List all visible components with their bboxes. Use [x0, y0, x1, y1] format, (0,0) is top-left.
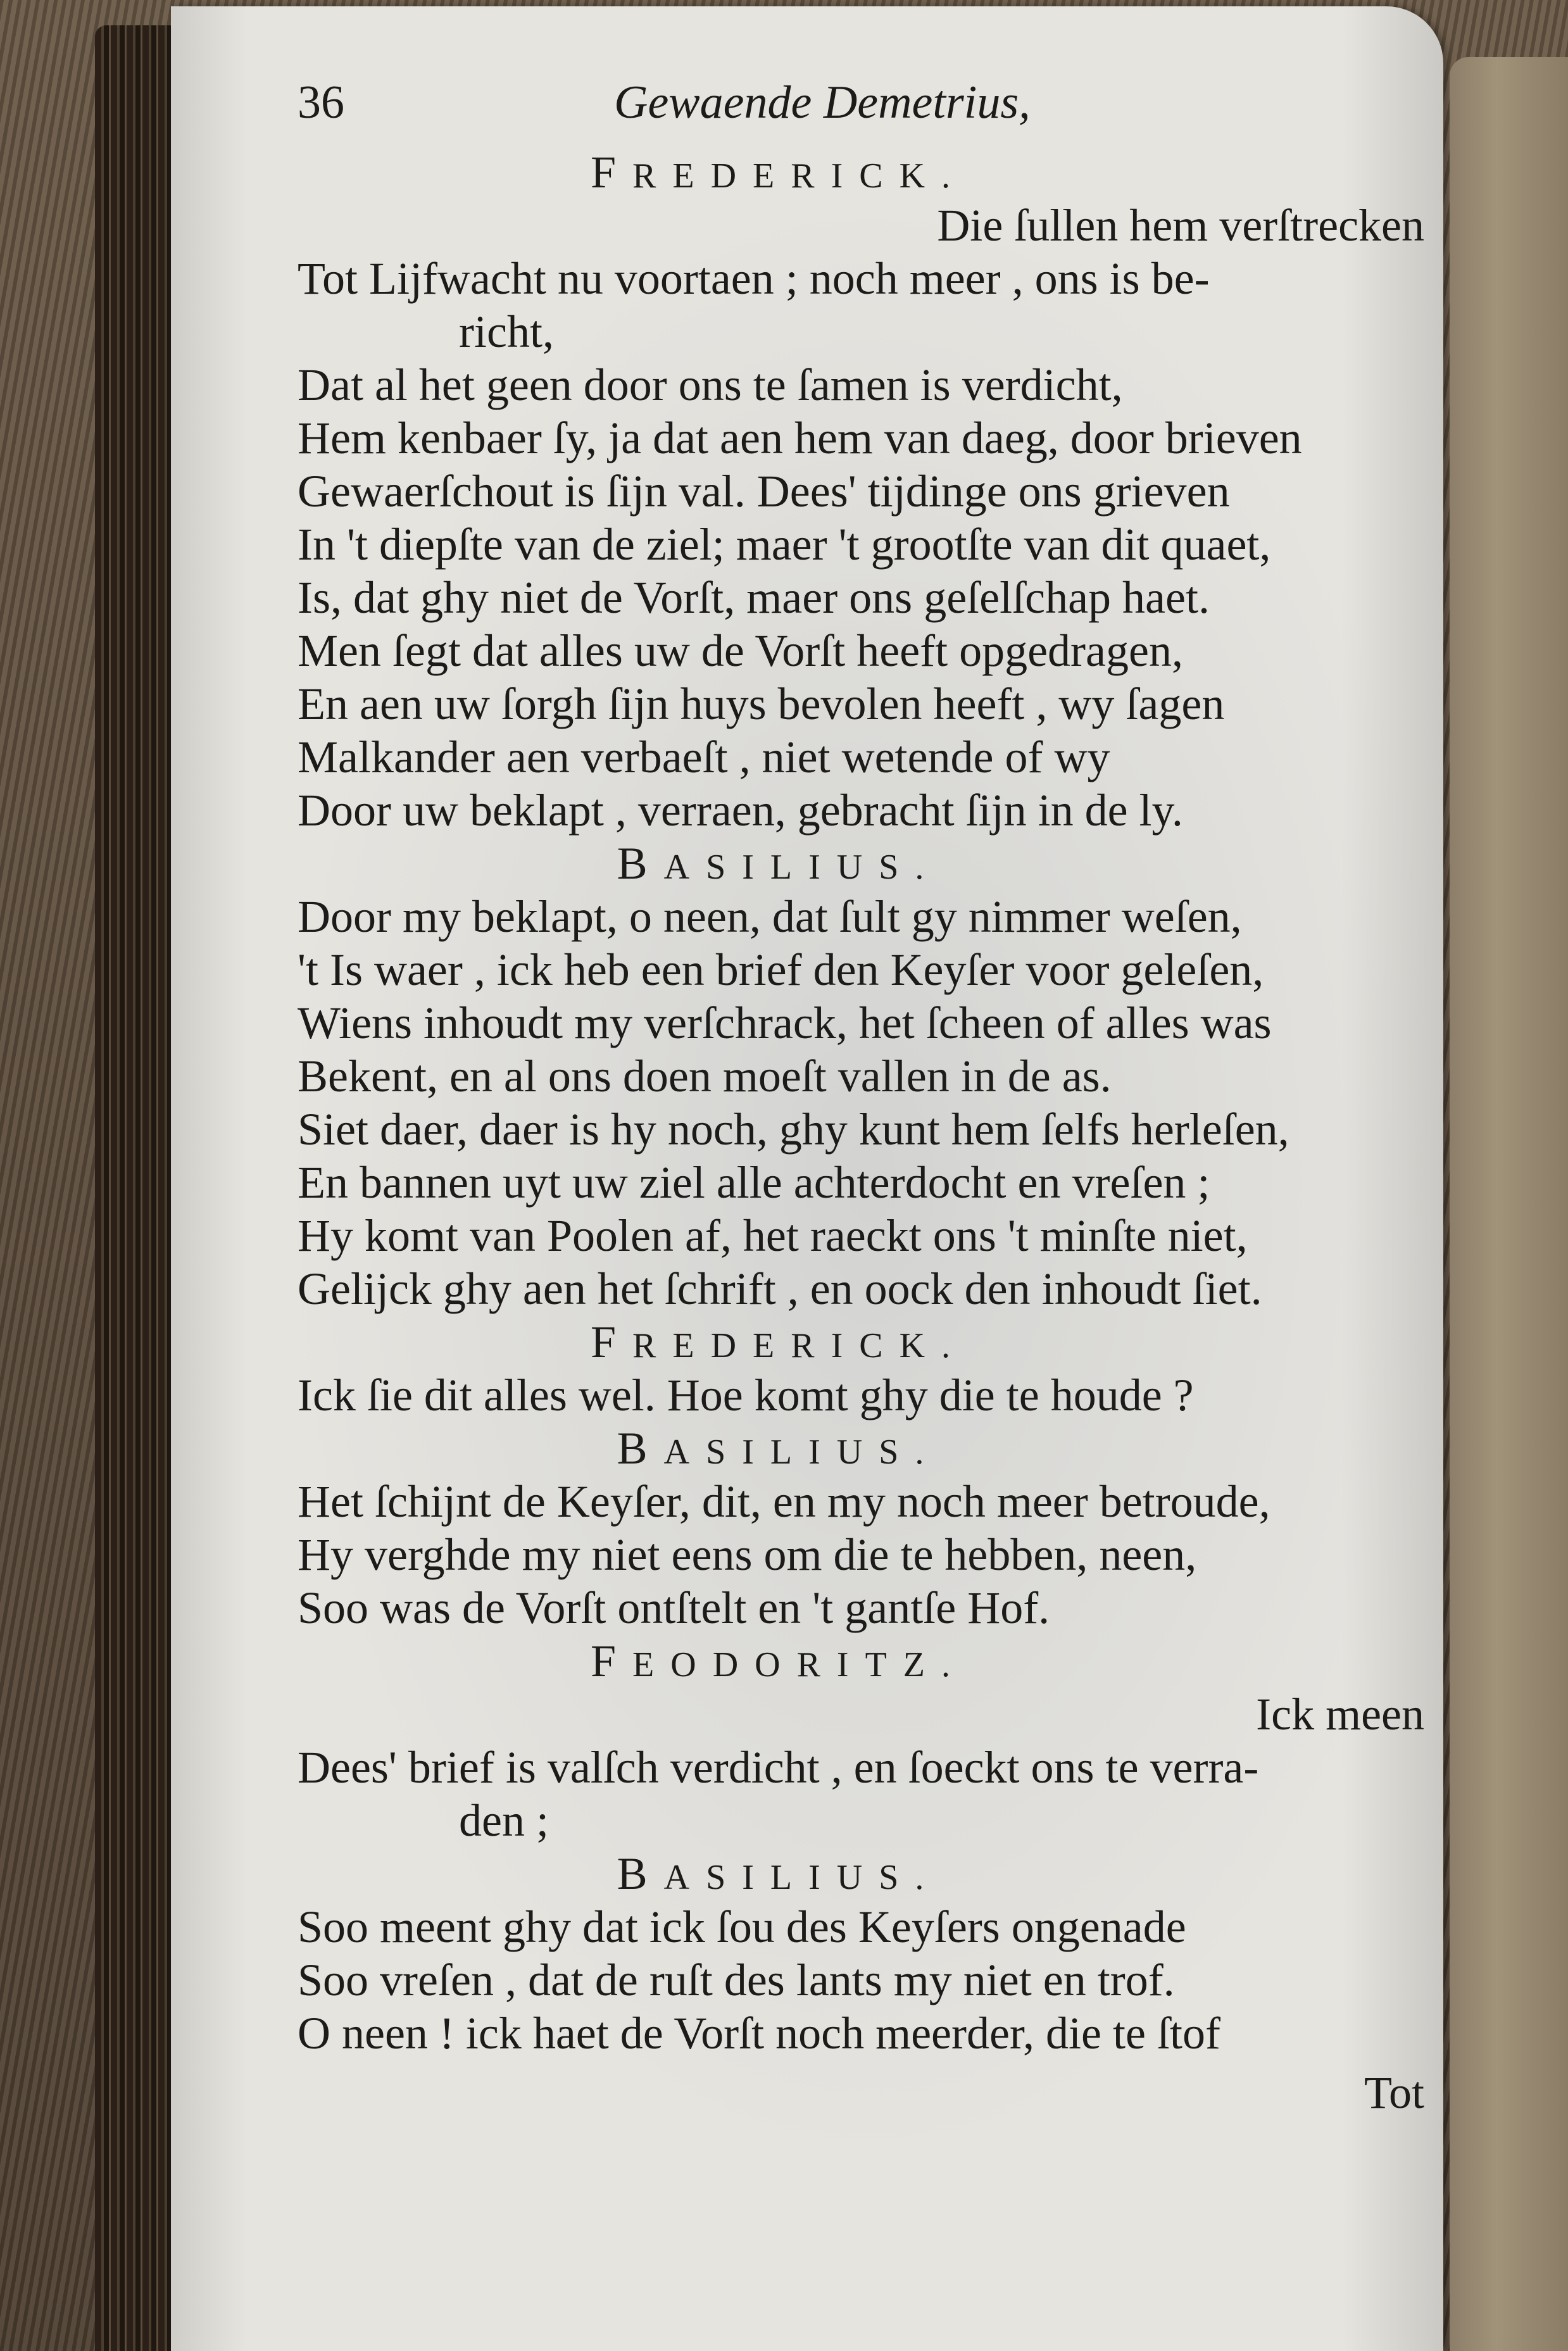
page-text	[298, 76, 1450, 2119]
verse-line: Bekent, en al ons doen moeſt vallen in de as.	[298, 1051, 1112, 1101]
speaker-name	[298, 1422, 1450, 1475]
verse-line: En bannen uyt uw ziel alle achterdocht en vreſen ;	[298, 1157, 1210, 1208]
verse-line: Malkander aen verbaeſt , niet wetende of wy	[298, 732, 1110, 782]
verse-line: Gewaerſchout is ſijn val. Dees' tijdinge ons grieven	[298, 466, 1230, 517]
running-head-title: Gewaende Demetrius,	[614, 77, 1031, 129]
verse-line: Soo was de Vorſt ontſtelt en 't gantſe Hof.	[298, 1583, 1050, 1633]
verse-line: Hy komt van Poolen af, het raeckt ons 't minſte niet,	[298, 1210, 1248, 1261]
speaker-initial: B	[617, 1848, 664, 1899]
verse-line: richt,	[459, 306, 554, 357]
verse-line: Siet daer, daer is hy noch, ghy kunt hem ſelfs herleſen,	[298, 1104, 1289, 1155]
speaker-name	[298, 1847, 1450, 1900]
running-head	[298, 76, 1450, 146]
verse-line: Gelijck ghy aen het ſchrift , en oock den inhoudt ſiet.	[298, 1263, 1262, 1314]
speaker-initial: B	[617, 838, 664, 889]
catchword: Tot	[1364, 2067, 1424, 2118]
verse-line: Dat al het geen door ons te ſamen is verdicht,	[298, 360, 1123, 410]
speaker-initial: F	[591, 1636, 633, 1686]
verse-line: En aen uw ſorgh ſijn huys bevolen heeft , wy ſagen	[298, 679, 1225, 729]
verse-line: Ick meen	[1256, 1689, 1424, 1740]
speaker-name	[298, 146, 1450, 199]
verse-line: O neen ! ick haet de Vorſt noch meerder, die te ſtof	[298, 2008, 1220, 2059]
verse-line: Ick ſie dit alles wel. Hoe komt ghy die te houde ?	[298, 1370, 1194, 1420]
verse-line: Het ſchijnt de Keyſer, dit, en my noch meer betroude,	[298, 1476, 1270, 1527]
verse-line: Is, dat ghy niet de Vorſt, maer ons geſelſchap haet.	[298, 572, 1210, 623]
verse-line: Tot Lijfwacht nu voortaen ; noch meer , ons is be-	[298, 253, 1210, 304]
page-number: 36	[298, 77, 344, 129]
speaker-rest: EODORITZ.	[632, 1645, 967, 1684]
speaker-initial: B	[617, 1423, 664, 1474]
verse-line: Die ſullen hem verſtrecken	[937, 200, 1424, 251]
verse-line: Men ſegt dat alles uw de Vorſt heeft opgedragen,	[298, 625, 1183, 676]
speaker-rest: ASILIUS.	[663, 848, 941, 887]
verse-line: Dees' brief is valſch verdicht , en ſoeckt ons te verra-	[298, 1742, 1259, 1793]
verse-line: den ;	[459, 1795, 549, 1846]
verse-line: In 't diepſte van de ziel; maer 't grootſte van dit quaet,	[298, 519, 1271, 570]
verse-line: Door my beklapt, o neen, dat ſult gy nimmer weſen,	[298, 891, 1242, 942]
speaker-name	[298, 1634, 1450, 1688]
facing-page	[1450, 57, 1568, 2351]
speaker-name	[298, 1315, 1450, 1369]
speaker-rest: ASILIUS.	[663, 1858, 941, 1897]
verse-line: Door uw beklapt , verraen, gebracht ſijn in de ly.	[298, 785, 1183, 836]
verse-line: Soo meent ghy dat ick ſou des Keyſers ongenade	[298, 1902, 1186, 1952]
speaker-rest: ASILIUS.	[663, 1433, 941, 1472]
verse-line: Soo vreſen , dat de ruſt des lants my niet en trof.	[298, 1955, 1175, 2005]
page-edges	[95, 25, 177, 2351]
verse-line: Hem kenbaer ſy, ja dat aen hem van daeg, door brieven	[298, 413, 1302, 463]
speaker-initial: F	[590, 147, 633, 197]
verse-line: Hy verghde my niet eens om die te hebben, neen,	[298, 1529, 1197, 1580]
verse-line: Wiens inhoudt my verſchrack, het ſcheen of alles was	[298, 998, 1272, 1048]
verse-body	[298, 146, 1450, 2060]
verse-line: 't Is waer , ick heb een brief den Keyſer voor geleſen,	[298, 944, 1264, 995]
speaker-rest: REDERICK.	[632, 1326, 967, 1365]
speaker-rest: REDERICK.	[632, 156, 967, 196]
speaker-name	[298, 837, 1450, 890]
speaker-initial: F	[590, 1317, 633, 1367]
